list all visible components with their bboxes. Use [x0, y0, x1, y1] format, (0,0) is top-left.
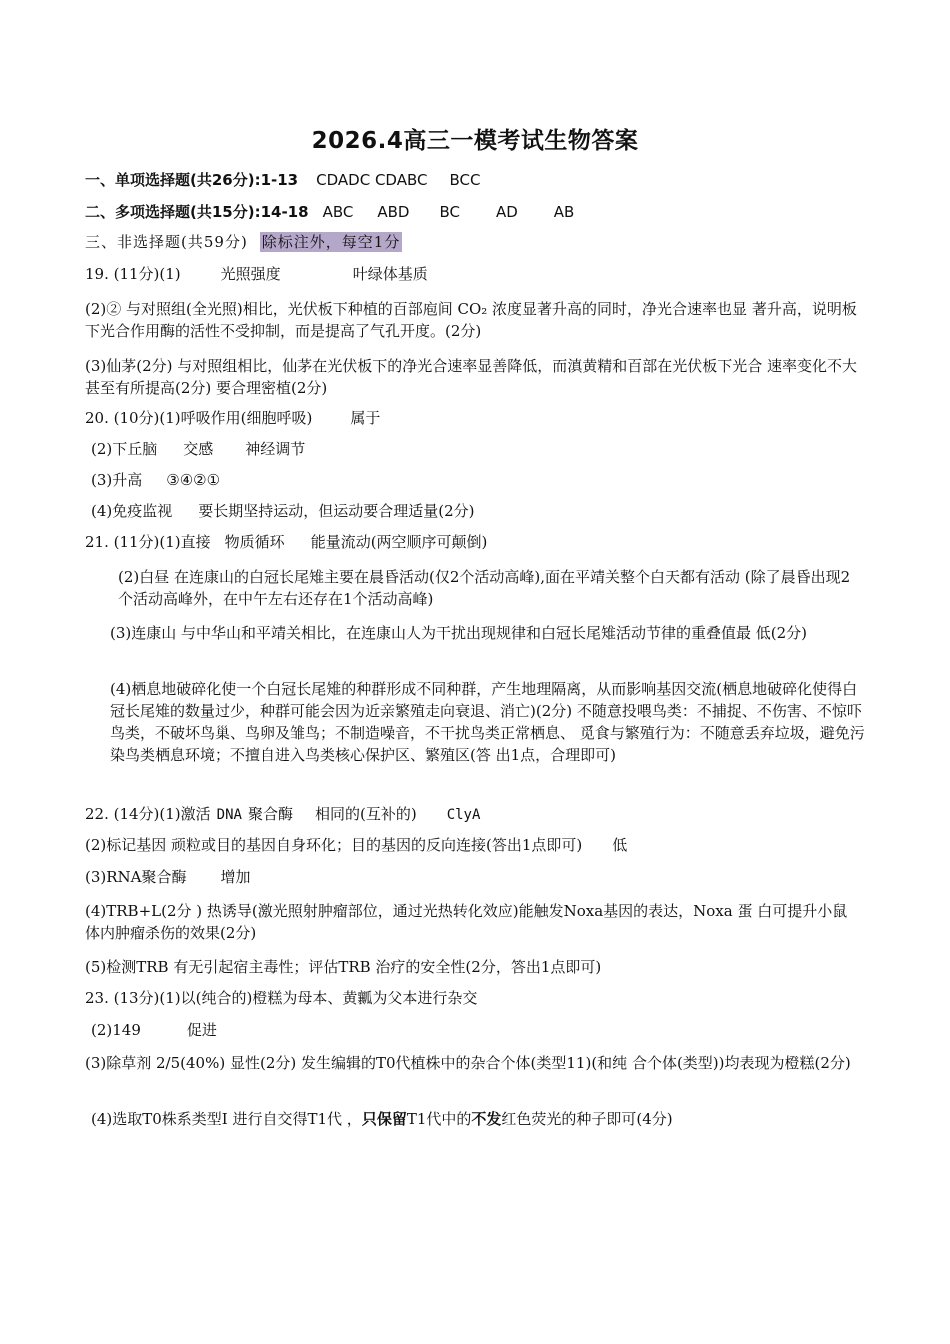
q21-answer-3: 能量流动(两空顺序可颠倒)	[310, 533, 488, 551]
q19-line1	[85, 263, 428, 285]
q20-line3	[91, 469, 220, 491]
q22-part4: (4)TRB+L(2分 ) 热诱导(激光照射肿瘤部位，通过光热转化效应)能触发Noxa基因的表达，Noxa 蛋 白可提升小鼠体内肿瘤杀伤的效果(2分)	[85, 902, 848, 942]
q22-answer-2: 相同的(互补的)	[314, 805, 417, 823]
q20-line4	[91, 500, 475, 522]
q20-line2	[91, 438, 305, 460]
q22-dna: DNA	[216, 807, 242, 823]
q23-answer-5a: (4)选取T0株系类型I 进行自交得T1代 ，	[91, 1110, 362, 1128]
q23-answer-5d: 不发	[471, 1110, 502, 1128]
q21-line1	[85, 531, 487, 553]
q22-answer-7: 增加	[220, 868, 251, 886]
q23-line1: 23. (13分)(1)以(纯合的)橙糕为母本、黄瓤为父本进行杂交	[85, 989, 478, 1007]
q22-answer-5: 低	[612, 836, 628, 854]
q20-answer-2: 属于	[350, 409, 381, 427]
q23-line4	[91, 1108, 673, 1130]
q19-part2: (2)② 与对照组(全光照)相比，光伏板下种植的百部庖间 CO₂ 浓度显著升高的同时，净光合速率也显 著升高，说明板下光合作用酶的活性不受抑制，而是提高了气孔开度。(2分)	[85, 300, 857, 340]
q20-answer-9: 要长期坚持运动，但运动要合理适量(2分)	[198, 502, 475, 520]
q23-answer-2: 促进	[186, 1021, 217, 1039]
q22-line2	[85, 834, 627, 856]
q20-line1	[85, 407, 380, 429]
q20-answer-7: ③④②①	[166, 471, 221, 489]
q20-answer-6: (3)升高	[91, 471, 143, 489]
section-single-choice	[85, 169, 480, 191]
answer-group: CDADC CDABC	[316, 171, 428, 189]
q19-number: 19. (11分)(1)	[85, 265, 181, 283]
q22-answer-4: (2)标记基因 顽粒或目的基因自身环化；目的基因的反向连接(答出1点即可)	[85, 836, 583, 854]
q21-answer-2: 物质循环	[224, 533, 285, 551]
highlighted-note: 除标注外，每空1分	[261, 233, 401, 251]
q19-answer-1: 光照强度	[220, 265, 281, 283]
page-title: 2026.4高三一模考试生物答案	[311, 128, 639, 154]
q21-part2: (2)白昼 在连康山的白冠长尾雉主要在晨昏活动(仅2个活动高峰),面在平靖关整个白天都有活动 (除了晨昏出现2个活动高峰外，在中午左右还存在1个活动高峰)	[118, 568, 851, 608]
q22-answer-1: 22. (14分)(1)激活	[85, 805, 211, 823]
q22-line3	[85, 866, 251, 888]
q22-enzyme: 聚合酶	[247, 805, 293, 823]
q21-answer-1: 21. (11分)(1)直接	[85, 533, 211, 551]
section-multiple-choice	[85, 201, 574, 223]
q20-answer-3: (2)下丘脑	[91, 440, 158, 458]
q23-line2	[91, 1019, 217, 1041]
q22-line5: (5)检测TRB 有无引起宿主毒性；评估TRB 治疗的安全性(2分，答出1点即可)	[85, 958, 602, 976]
answer-group: BCC	[449, 171, 481, 189]
q23-part3: (3)除草剂 2/5(40%) 显性(2分) 发生编辑的T0代植株中的杂合个体(类型11)(和纯 合个体(类型))均表现为橙糕(2分)	[85, 1054, 851, 1072]
q23-answer-5b: 只保留	[361, 1110, 407, 1128]
answer-18: AB	[553, 203, 575, 221]
section-non-choice	[85, 231, 402, 253]
q22-line1	[85, 803, 480, 826]
q23-answer-1: (2)149	[91, 1021, 141, 1039]
q20-answer-5: 神经调节	[245, 440, 306, 458]
section-label: 二、多项选择题(共15分):14-18	[85, 203, 309, 221]
q21-part4: (4)栖息地破碎化使一个白冠长尾雉的种群形成不同种群，产生地理隔离，从而影响基因交流(栖息地破碎化使得白冠长尾雉的数量过少，种群可能会因为近亲繁殖走向衰退、消亡)(2分) 不随意投喂鸟类：不捕捉、不伤害、不惊吓鸟类，不破坏鸟巢、鸟卵及雏鸟；不制造噪音，不干扰鸟类正常栖息、 觅食与繁殖行为：不随意丢弃垃圾，避免污染鸟类栖息环境；不擅自进入鸟类核心保护区、繁殖区(答 出1点，合理即可)	[110, 680, 865, 764]
q22-answer-6: (3)RNA聚合酶	[85, 868, 187, 886]
answer-17: AD	[495, 203, 518, 221]
q20-answer-1: 20. (10分)(1)呼吸作用(细胞呼吸)	[85, 409, 313, 427]
q22-answer-3: ClyA	[446, 807, 481, 823]
q20-answer-4: 交感	[183, 440, 214, 458]
section-label: 一、单项选择题(共26分):1-13	[85, 171, 299, 189]
q19-answer-2: 叶绿体基质	[352, 265, 428, 283]
q21-part3: (3)连康山 与中华山和平靖关相比，在连康山人为干扰出现规律和白冠长尾雉活动节律的重叠值最 低(2分)	[110, 624, 808, 642]
q23-answer-5e: 红色荧光的种子即可(4分)	[501, 1110, 673, 1128]
section-label: 三、非选择题(共59分)	[85, 233, 248, 251]
answer-14: ABC	[322, 203, 354, 221]
q20-answer-8: (4)免疫监视	[91, 502, 173, 520]
answer-15: ABD	[377, 203, 410, 221]
q19-part3: (3)仙茅(2分) 与对照组相比，仙茅在光伏板下的净光合速率显善降低，而滇黄精和百部在光伏板下光合 速率变化不大甚至有所提高(2分) 要合理密植(2分)	[85, 357, 858, 397]
answer-16: BC	[439, 203, 460, 221]
q23-answer-5c: T1代中的	[406, 1110, 472, 1128]
